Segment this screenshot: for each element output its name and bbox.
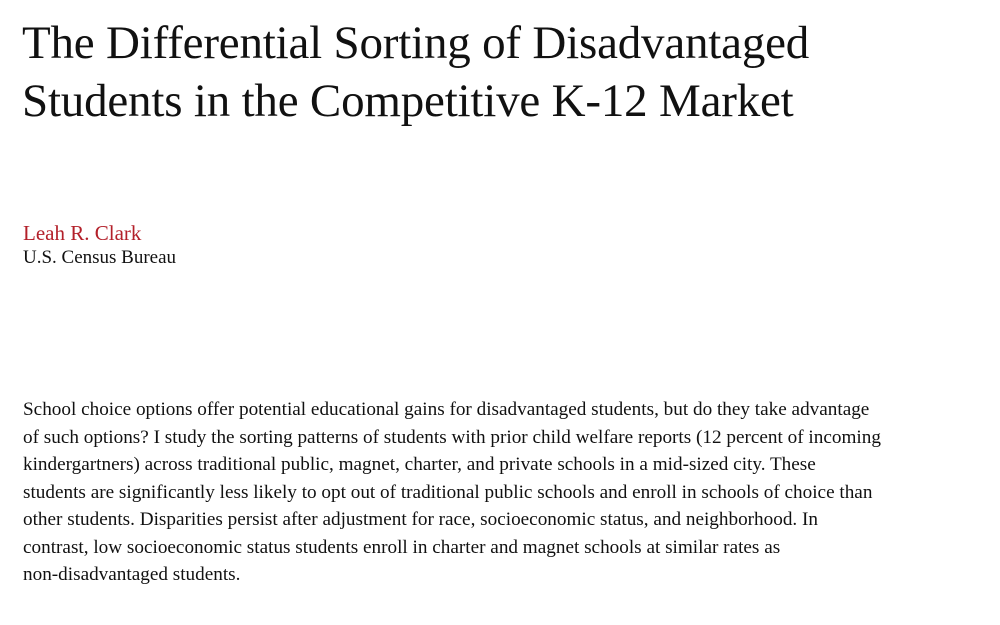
author-affiliation: U.S. Census Bureau: [23, 247, 177, 268]
author-name: Leah R. Clark: [23, 221, 142, 245]
abstract-line: students are significantly less likely to opt out of traditional public schools and enroll in schools of choice than: [23, 481, 873, 503]
abstract-line: non-disadvantaged students.: [23, 564, 241, 585]
title-line: The Differential Sorting of Disadvantaged: [22, 17, 810, 69]
abstract-line: other students. Disparities persist after adjustment for race, socioeconomic status, and neighborhood. In: [23, 509, 819, 530]
abstract-line: of such options? I study the sorting patterns of students with prior child welfare reports (12 percent of incoming: [23, 426, 881, 448]
paper-title: [22, 14, 972, 130]
title-line: Students in the Competitive K-12 Market: [22, 75, 794, 127]
abstract-line: kindergartners) across traditional public, magnet, charter, and private schools in a mid-sized city. These: [23, 454, 816, 475]
abstract-line: contrast, low socioeconomic status students enroll in charter and magnet schools at similar rates as: [23, 536, 781, 558]
abstract-line: School choice options offer potential educational gains for disadvantaged students, but do they take advantage: [23, 399, 870, 420]
abstract: [23, 396, 983, 589]
author-block: [23, 220, 623, 270]
